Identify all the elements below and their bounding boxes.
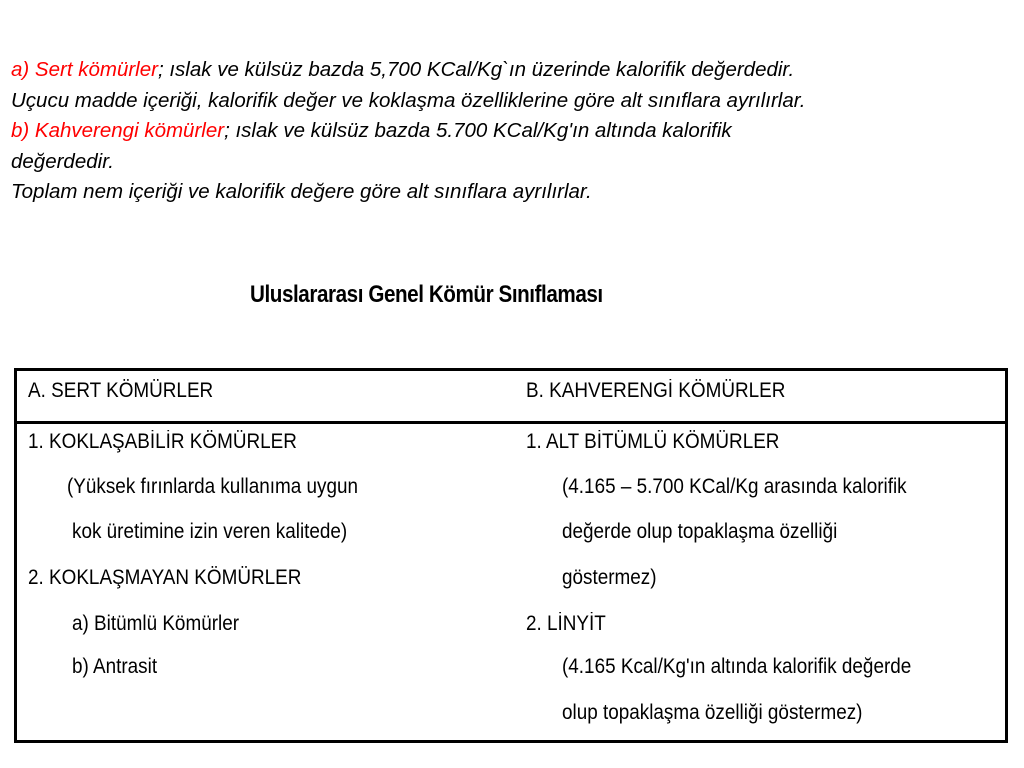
coal-classification-table — [14, 368, 1008, 743]
intro-text — [11, 55, 1016, 208]
right-line-6: (4.165 Kcal/Kg'ın altında kalorifik değerde — [562, 655, 912, 678]
right-line-2: (4.165 – 5.700 KCal/Kg arasında kalorifik — [562, 475, 907, 498]
brown-coal-label: b) Kahverengi kömürler — [11, 119, 225, 142]
left-line-5: a) Bitümlü Kömürler — [72, 612, 240, 635]
left-line-3: kok üretimine izin veren kalitede) — [72, 520, 348, 543]
header-hard-coal: A. SERT KÖMÜRLER — [28, 379, 214, 402]
hard-coal-label: a) Sert kömürler — [11, 58, 158, 81]
intro-line-1 — [11, 55, 1016, 86]
intro-line-2: Uçucu madde içeriği, kalorifik değer ve koklaşma özelliklerine göre alt sınıflara ayrılırlar. — [11, 88, 806, 112]
intro-line-3 — [11, 116, 1016, 147]
left-line-4: 2. KOKLAŞMAYAN KÖMÜRLER — [28, 566, 302, 589]
intro-line-4: değerdedir. — [11, 149, 114, 173]
intro-line-5: Toplam nem içeriği ve kalorifik değere göre alt sınıflara ayrılırlar. — [11, 180, 592, 203]
brown-coal-description: ; ıslak ve külsüz bazda 5.700 KCal/Kg'ın altında kalorifik — [224, 119, 732, 142]
right-line-5: 2. LİNYİT — [526, 612, 606, 635]
right-line-4: göstermez) — [562, 566, 657, 589]
table-title: Uluslararası Genel Kömür Sınıflaması — [250, 281, 603, 308]
right-line-3: değerde olup topaklaşma özelliği — [562, 520, 838, 543]
left-line-6: b) Antrasit — [72, 655, 158, 678]
left-line-2: (Yüksek fırınlarda kullanıma uygun — [67, 475, 358, 498]
left-line-1: 1. KOKLAŞABİLİR KÖMÜRLER — [28, 430, 297, 453]
table-header-row — [17, 371, 1005, 424]
hard-coal-description: ; ıslak ve külsüz bazda 5,700 KCal/Kg`ın üzerinde kalorifik değerdedir. — [157, 58, 795, 81]
right-line-1: 1. ALT BİTÜMLÜ KÖMÜRLER — [526, 430, 780, 453]
header-brown-coal: B. KAHVERENGİ KÖMÜRLER — [526, 379, 786, 402]
right-line-7: olup topaklaşma özelliği göstermez) — [562, 701, 863, 724]
